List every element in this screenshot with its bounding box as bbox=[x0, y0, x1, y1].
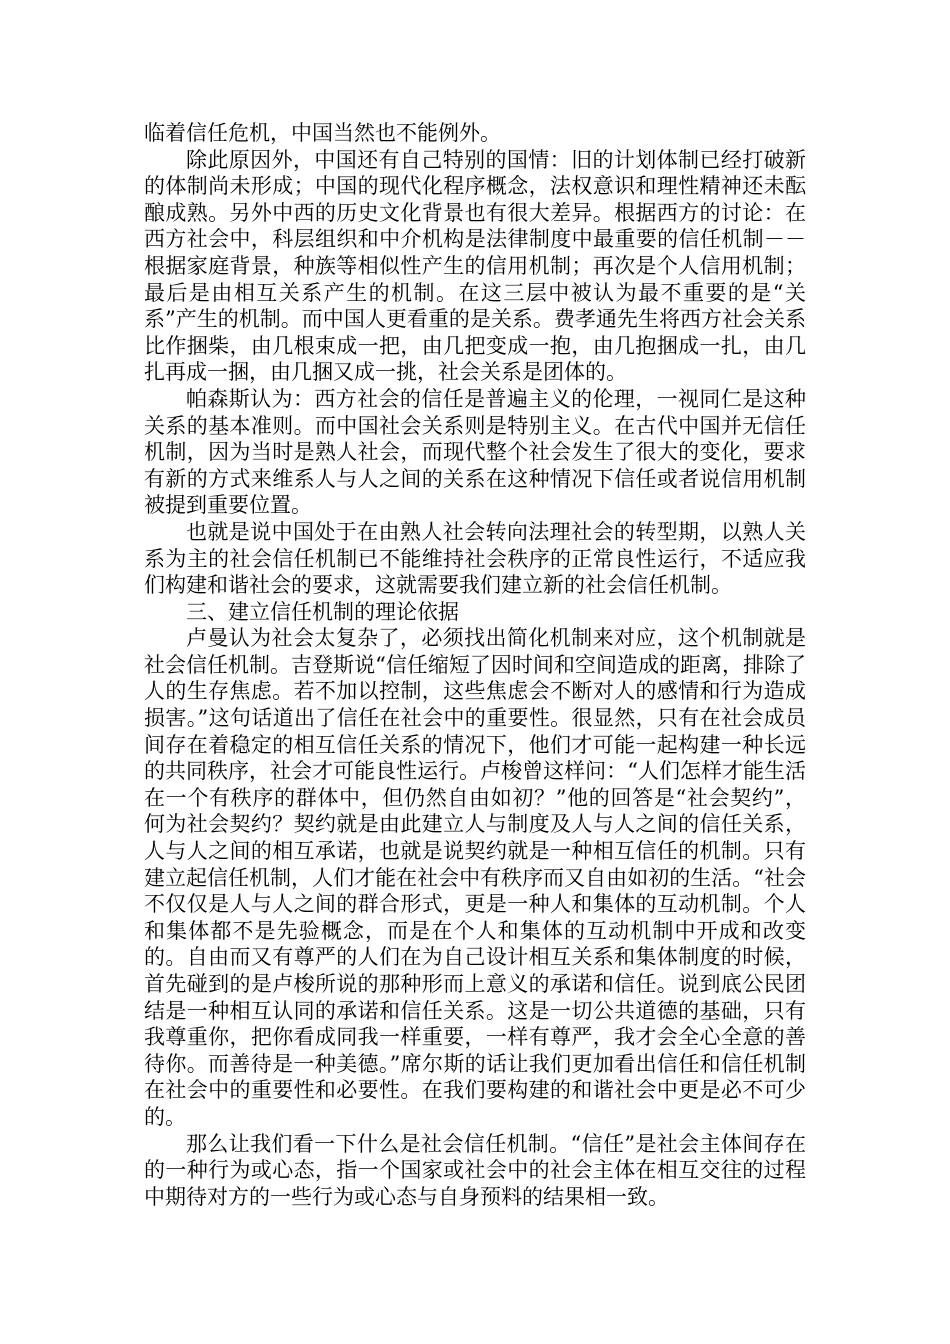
paragraph-continuation: 临着信任危机，中国当然也不能例外。 bbox=[144, 121, 501, 145]
section-heading-theory: 三、建立信任机制的理论依据 bbox=[186, 599, 459, 624]
paragraph-transition: 也就是说中国处于在由熟人社会转向法理社会的转型期，以熟人关系为主的社会信任机制已不能维持社会秩序的正常良性运行，不适应我们构建和谐社会的要求，这就需要我们建立新的社会信任机制。 bbox=[144, 519, 806, 598]
paragraph-parsons: 帕森斯认为：西方社会的信任是普遍主义的伦理，一视同仁是这种关系的基本准则。而中国社会关系则是特别主义。在古代中国并无信任机制，因为当时是熟人社会，而现代整个社会发生了很大的变化，要求有新的方式来维系人与人之间的关系在这种情况下信任或者说信用机制被提到重要位置。 bbox=[144, 386, 806, 518]
paragraph-definition: 那么让我们看一下什么是社会信任机制。“信任”是社会主体间存在的一种行为或心态，指一个国家或社会中的社会主体在相互交往的过程中期待对方的一些行为或心态与自身预料的结果相一致。 bbox=[144, 1131, 806, 1209]
body-text bbox=[144, 120, 806, 1210]
paragraph-national-conditions: 除此原因外，中国还有自己特别的国情：旧的计划体制已经打破新的体制尚未形成；中国的现代化程序概念，法权意识和理性精神还未酝酿成熟。另外中西的历史文化背景也有很大差异。根据西方的讨论：在西方社会中，科层组织和中介机构是法律制度中最重要的信任机制－－根据家庭背景，种族等相似性产生的信用机制；再次是个人信用机制；最后是由相互关系产生的机制。在这三层中被认为最不重要的是“关系”产生的机制。而中国人更看重的是关系。费孝通先生将西方社会关系比作捆柴，由几根束成一把，由几把变成一抱，由几抱捆成一扎，由几扎再成一捆，由几捆又成一挑，社会关系是团体的。 bbox=[144, 147, 806, 385]
paragraph-luhmann: 卢曼认为社会太复杂了，必须找出简化机制来对应，这个机制就是社会信任机制。吉登斯说“信任缩短了因时间和空间造成的距离，排除了人的生存焦虑。若不加以控制，这些焦虑会不断对人的感情和行为造成损害。”这句话道出了信任在社会中的重要性。很显然，只有在社会成员间存在着稳定的相互信任关系的情况下，他们才可能一起构建一种长远的共同秩序，社会才可能良性运行。卢梭曾这样问：“人们怎样才能生活在一个有秩序的群体中，但仍然自由如初？”他的回答是“社会契约”，何为社会契约？契约就是由此建立人与制度及人与人之间的信任关系，人与人之间的相互承诺，也就是说契约就是一种相互信任的机制。只有建立起信任机制，人们才能在社会中有秩序而又自由如初的生活。“社会不仅仅是人与人之间的群合形式，更是一种人和集体的互动机制。个人和集体都不是先验概念，而是在个人和集体的互动机制中开成和改变的。自由而又有尊严的人们在为自己设计相互关系和集体制度的时候，首先碰到的是卢梭所说的那种形而上意义的承诺和信任。说到底公民团结是一种相互认同的承诺和信任关系。这是一切公共道德的基础，只有我尊重你，把你看成同我一样重要，一样有尊严，我才会全心全意的善待你。而善待是一种美德。”席尔斯的话让我们更加看出信任和信任机制在社会中的重要性和必要性。在我们要构建的和谐社会中更是必不可少的。 bbox=[144, 626, 806, 1129]
